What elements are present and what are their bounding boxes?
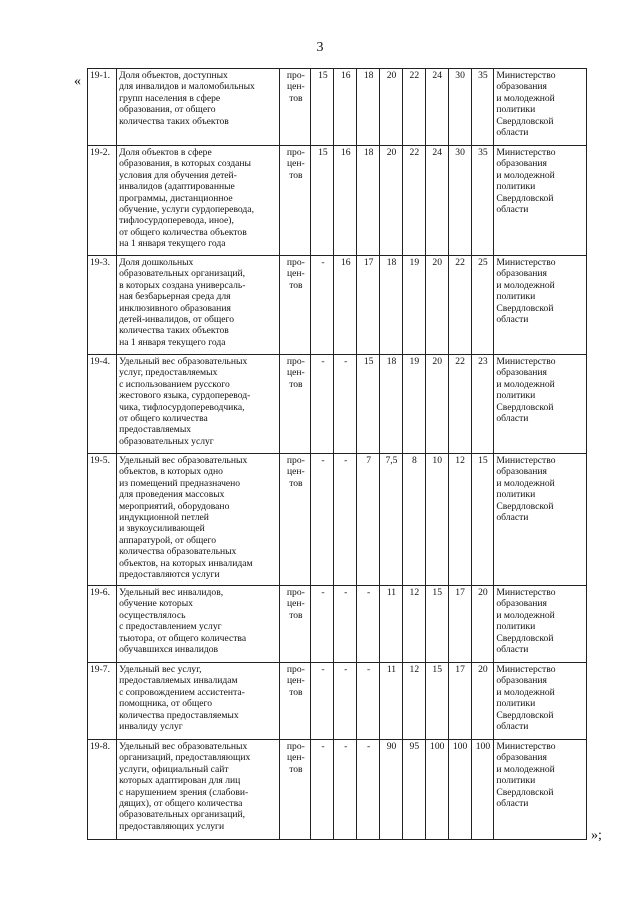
indicator-name — [117, 663, 280, 740]
indicator-name-line: на 1 января текущего года — [119, 238, 226, 250]
year-value: 35 — [471, 69, 494, 146]
responsible-body-line: и молодежной — [496, 609, 555, 621]
unit-line: тов — [289, 686, 303, 698]
indicator-name — [117, 256, 280, 355]
unit-line: тов — [289, 609, 303, 621]
indicator-name-line: тьютора, от общего количества — [119, 632, 247, 644]
table-row — [88, 454, 587, 586]
year-value: 16 — [334, 146, 357, 256]
responsible-body-line: политики — [496, 489, 536, 501]
responsible-body-line: образования — [496, 466, 547, 478]
indicator-name-line: дящих), от общего количества — [119, 798, 243, 810]
responsible-body-line: и молодежной — [496, 378, 555, 390]
unit-line: тов — [289, 477, 303, 489]
indicator-name-line: количества таких объектов — [119, 325, 229, 337]
responsible-body-line: Министерство — [496, 455, 556, 466]
responsible-body-line: Министерство — [496, 70, 556, 81]
responsible-body-line: Министерство — [496, 587, 556, 598]
row-number: 19-8. — [88, 740, 117, 840]
indicator-name-line: с использованием русского — [119, 378, 230, 390]
unit-line: тов — [289, 763, 303, 775]
indicator-name-line: услуг, предоставляемых — [119, 367, 218, 379]
year-value: 100 — [448, 740, 471, 840]
responsible-body-line: области — [496, 314, 529, 326]
indicator-name-line: для инвалидов и маломобильных — [119, 81, 255, 93]
indicator-name-line: чика, тифлосурдопереводчика, — [119, 401, 245, 413]
responsible-body — [494, 740, 587, 840]
unit-line: цен- — [287, 675, 305, 687]
responsible-body — [494, 586, 587, 663]
indicator-name-line: предоставляемых — [119, 424, 192, 436]
responsible-body-line: Свердловской — [496, 302, 554, 314]
year-value: 15 — [471, 454, 494, 586]
row-number: 19-1. — [88, 69, 117, 146]
year-value: 18 — [380, 355, 403, 454]
unit-of-measure — [280, 69, 311, 146]
indicator-name-line: в которых создана универсаль- — [119, 279, 246, 291]
unit-line: тов — [289, 279, 303, 291]
indicator-name-line: образовательных услуг — [119, 435, 214, 447]
responsible-body-line: и молодежной — [496, 169, 555, 181]
responsible-body-line: области — [496, 127, 529, 139]
year-value: 10 — [425, 454, 448, 586]
indicator-name-line: обучавшихся инвалидов — [119, 644, 219, 656]
year-value: 16 — [334, 256, 357, 355]
row-number: 19-2. — [88, 146, 117, 256]
responsible-body-line: Свердловской — [496, 115, 554, 127]
year-value: 22 — [402, 146, 425, 256]
indicator-name-line: образования, в которых созданы — [119, 158, 251, 170]
indicator-name-line: услуги, официальный сайт — [119, 763, 229, 775]
indicator-name-line: ная безбарьерная среда для — [119, 291, 231, 303]
indicator-name-line: из помещений предназначено — [119, 477, 241, 489]
unit-line: про- — [286, 741, 305, 752]
indicator-name-line: инклюзивного образования — [119, 302, 231, 314]
responsible-body-line: политики — [496, 621, 536, 633]
unit-line: цен- — [287, 466, 305, 478]
unit-of-measure — [280, 256, 311, 355]
responsible-body-line: Свердловской — [496, 709, 554, 721]
year-value: 17 — [448, 586, 471, 663]
table-row — [88, 740, 587, 840]
year-value: 30 — [448, 69, 471, 146]
indicator-name-line: осуществлялось — [119, 609, 186, 621]
year-value: 24 — [425, 146, 448, 256]
indicator-name-line: программы, дистанционное — [119, 192, 233, 204]
responsible-body-line: области — [496, 204, 529, 216]
indicator-name-line: количества предоставляемых — [119, 709, 239, 721]
indicator-name-line: количества образовательных — [119, 546, 237, 558]
indicator-name-line: количества таких объектов — [119, 115, 229, 127]
row-number: 19-6. — [88, 586, 117, 663]
row-number: 19-7. — [88, 663, 117, 740]
unit-line: про- — [286, 147, 305, 158]
responsible-body-line: области — [496, 512, 529, 524]
unit-of-measure — [280, 146, 311, 256]
year-value: 16 — [334, 69, 357, 146]
indicator-name-line: Удельный вес услуг, — [119, 664, 202, 675]
responsible-body-line: и молодежной — [496, 686, 555, 698]
year-value: 20 — [380, 69, 403, 146]
year-value: 15 — [425, 663, 448, 740]
unit-line: цен- — [287, 268, 305, 280]
year-value: 20 — [471, 663, 494, 740]
unit-line: тов — [289, 169, 303, 181]
responsible-body-line: политики — [496, 698, 536, 710]
indicator-name-line: Доля объектов в сфере — [119, 147, 212, 158]
indicator-name-line: объектов, на которых инвалидам — [119, 557, 253, 569]
indicator-name-line: образования, от общего — [119, 104, 216, 116]
year-value: - — [357, 740, 380, 840]
unit-of-measure — [280, 740, 311, 840]
year-value: 19 — [402, 355, 425, 454]
unit-line: про- — [286, 257, 305, 268]
responsible-body-line: области — [496, 644, 529, 656]
responsible-body-line: области — [496, 721, 529, 733]
indicator-name-line: инвалиду услуг — [119, 721, 183, 733]
unit-line: тов — [289, 92, 303, 104]
year-value: 30 — [448, 146, 471, 256]
responsible-body — [494, 146, 587, 256]
indicator-name-line: предоставляются услуги — [119, 569, 220, 581]
responsible-body-line: Свердловской — [496, 500, 554, 512]
indicator-name-line: Удельный вес образовательных — [119, 356, 248, 367]
year-value: 8 — [402, 454, 425, 586]
responsible-body-line: Министерство — [496, 741, 556, 752]
unit-line: про- — [286, 664, 305, 675]
unit-line: цен- — [287, 367, 305, 379]
indicator-name-line: с нарушением зрения (слабови- — [119, 786, 249, 798]
year-value: 22 — [448, 256, 471, 355]
table-row — [88, 256, 587, 355]
responsible-body-line: области — [496, 413, 529, 425]
indicator-name-line: обучение, услуги сурдоперевода, — [119, 204, 254, 216]
unit-line: про- — [286, 70, 305, 81]
year-value: 20 — [380, 146, 403, 256]
opening-quote-mark: « — [74, 74, 81, 89]
year-value: 20 — [425, 256, 448, 355]
responsible-body-line: Свердловской — [496, 786, 554, 798]
indicator-name-line: от общего количества объектов — [119, 226, 247, 238]
year-value: - — [311, 663, 334, 740]
indicator-name — [117, 355, 280, 454]
year-value: 15 — [311, 146, 334, 256]
responsible-body-line: политики — [496, 104, 536, 116]
table-row — [88, 69, 587, 146]
responsible-body-line: и молодежной — [496, 279, 555, 291]
table-row — [88, 146, 587, 256]
year-value: 100 — [471, 740, 494, 840]
year-value: - — [311, 454, 334, 586]
indicator-name-line: объектов, в которых одно — [119, 466, 223, 478]
year-value: 95 — [402, 740, 425, 840]
responsible-body-line: Свердловской — [496, 401, 554, 413]
responsible-body-line: Свердловской — [496, 192, 554, 204]
indicator-name-line: образовательных организаций, — [119, 268, 246, 280]
indicators-table — [87, 68, 587, 840]
year-value: 90 — [380, 740, 403, 840]
year-value: - — [311, 586, 334, 663]
indicator-name-line: Удельный вес инвалидов, — [119, 587, 224, 598]
indicator-name — [117, 586, 280, 663]
indicator-name-line: условия для обучения детей- — [119, 169, 237, 181]
row-number: 19-3. — [88, 256, 117, 355]
year-value: - — [334, 586, 357, 663]
unit-line: цен- — [287, 81, 305, 93]
indicator-name-line: жестового языка, сурдоперевод- — [119, 390, 251, 402]
responsible-body-line: образования — [496, 367, 547, 379]
responsible-body — [494, 355, 587, 454]
indicator-name-line: на 1 января текущего года — [119, 336, 226, 348]
responsible-body-line: образования — [496, 598, 547, 610]
indicator-name-line: с предоставлением услуг — [119, 621, 222, 633]
year-value: 15 — [311, 69, 334, 146]
indicator-name-line: от общего количества — [119, 413, 208, 425]
closing-quote-mark: »; — [591, 828, 602, 843]
year-value: 100 — [425, 740, 448, 840]
year-value: 18 — [380, 256, 403, 355]
table-row — [88, 663, 587, 740]
year-value: 20 — [425, 355, 448, 454]
responsible-body-line: Свердловской — [496, 632, 554, 644]
indicator-name-line: индукционной петлей — [119, 512, 209, 524]
year-value: - — [334, 740, 357, 840]
table-row — [88, 586, 587, 663]
responsible-body-line: политики — [496, 390, 536, 402]
unit-line: про- — [286, 587, 305, 598]
unit-of-measure — [280, 454, 311, 586]
year-value: 15 — [357, 355, 380, 454]
unit-line: цен- — [287, 598, 305, 610]
page-number: 3 — [316, 40, 324, 55]
indicator-name-line: Доля объектов, доступных — [119, 70, 228, 81]
row-number: 19-4. — [88, 355, 117, 454]
indicator-name-line: Доля дошкольных — [119, 257, 194, 268]
responsible-body-line: Министерство — [496, 356, 556, 367]
indicator-name-line: аппаратурой, от общего — [119, 534, 217, 546]
unit-line: тов — [289, 378, 303, 390]
responsible-body-line: политики — [496, 775, 536, 787]
indicator-name-line: обучение которых — [119, 598, 193, 610]
year-value: 22 — [402, 69, 425, 146]
indicator-name-line: помощника, от общего — [119, 698, 213, 710]
year-value: - — [311, 740, 334, 840]
responsible-body — [494, 663, 587, 740]
responsible-body — [494, 256, 587, 355]
indicator-name-line: образовательных организаций, — [119, 809, 246, 821]
year-value: - — [357, 663, 380, 740]
indicator-name-line: тифлосурдоперевода, иное), — [119, 215, 234, 227]
responsible-body-line: и молодежной — [496, 92, 555, 104]
table-row — [88, 355, 587, 454]
responsible-body-line: и молодежной — [496, 763, 555, 775]
responsible-body-line: и молодежной — [496, 477, 555, 489]
responsible-body-line: Министерство — [496, 257, 556, 268]
responsible-body-line: Министерство — [496, 664, 556, 675]
year-value: 22 — [448, 355, 471, 454]
year-value: - — [334, 454, 357, 586]
row-number: 19-5. — [88, 454, 117, 586]
year-value: 11 — [380, 586, 403, 663]
year-value: - — [334, 663, 357, 740]
unit-line: про- — [286, 356, 305, 367]
responsible-body — [494, 454, 587, 586]
year-value: 18 — [357, 69, 380, 146]
year-value: 15 — [425, 586, 448, 663]
responsible-body-line: образования — [496, 675, 547, 687]
year-value: - — [357, 586, 380, 663]
year-value: 19 — [402, 256, 425, 355]
indicator-name-line: предоставляемых инвалидам — [119, 675, 238, 687]
indicator-name-line: и звукоусиливающей — [119, 523, 205, 535]
responsible-body-line: политики — [496, 181, 536, 193]
year-value: 24 — [425, 69, 448, 146]
year-value: 12 — [402, 663, 425, 740]
year-value: 18 — [357, 146, 380, 256]
indicator-name — [117, 69, 280, 146]
responsible-body-line: политики — [496, 291, 536, 303]
indicator-name-line: для проведения массовых — [119, 489, 225, 501]
unit-line: про- — [286, 455, 305, 466]
year-value: 7 — [357, 454, 380, 586]
year-value: 7,5 — [380, 454, 403, 586]
year-value: 12 — [402, 586, 425, 663]
indicator-name-line: детей-инвалидов, от общего — [119, 314, 235, 326]
year-value: 20 — [471, 586, 494, 663]
year-value: 17 — [357, 256, 380, 355]
year-value: 23 — [471, 355, 494, 454]
year-value: - — [311, 355, 334, 454]
responsible-body-line: области — [496, 798, 529, 810]
responsible-body-line: Министерство — [496, 147, 556, 158]
unit-line: цен- — [287, 158, 305, 170]
indicator-name-line: Удельный вес образовательных — [119, 741, 248, 752]
indicator-name-line: Удельный вес образовательных — [119, 455, 248, 466]
year-value: 25 — [471, 256, 494, 355]
indicator-name — [117, 454, 280, 586]
indicator-name — [117, 740, 280, 840]
responsible-body — [494, 69, 587, 146]
indicator-name-line: которых адаптирован для лиц — [119, 775, 241, 787]
indicator-name-line: с сопровождением ассистента- — [119, 686, 245, 698]
indicator-name-line: инвалидов (адаптированные — [119, 181, 235, 193]
year-value: 11 — [380, 663, 403, 740]
indicator-name-line: групп населения в сфере — [119, 92, 221, 104]
year-value: - — [311, 256, 334, 355]
year-value: 12 — [448, 454, 471, 586]
unit-line: цен- — [287, 752, 305, 764]
responsible-body-line: образования — [496, 752, 547, 764]
indicator-name-line: организаций, предоставляющих — [119, 752, 251, 764]
responsible-body-line: образования — [496, 81, 547, 93]
year-value: 35 — [471, 146, 494, 256]
indicator-name-line: мероприятий, оборудовано — [119, 500, 230, 512]
responsible-body-line: образования — [496, 158, 547, 170]
unit-of-measure — [280, 586, 311, 663]
year-value: 17 — [448, 663, 471, 740]
unit-of-measure — [280, 663, 311, 740]
year-value: - — [334, 355, 357, 454]
indicator-name — [117, 146, 280, 256]
unit-of-measure — [280, 355, 311, 454]
responsible-body-line: образования — [496, 268, 547, 280]
indicator-name-line: предоставляющих услуги — [119, 820, 225, 832]
